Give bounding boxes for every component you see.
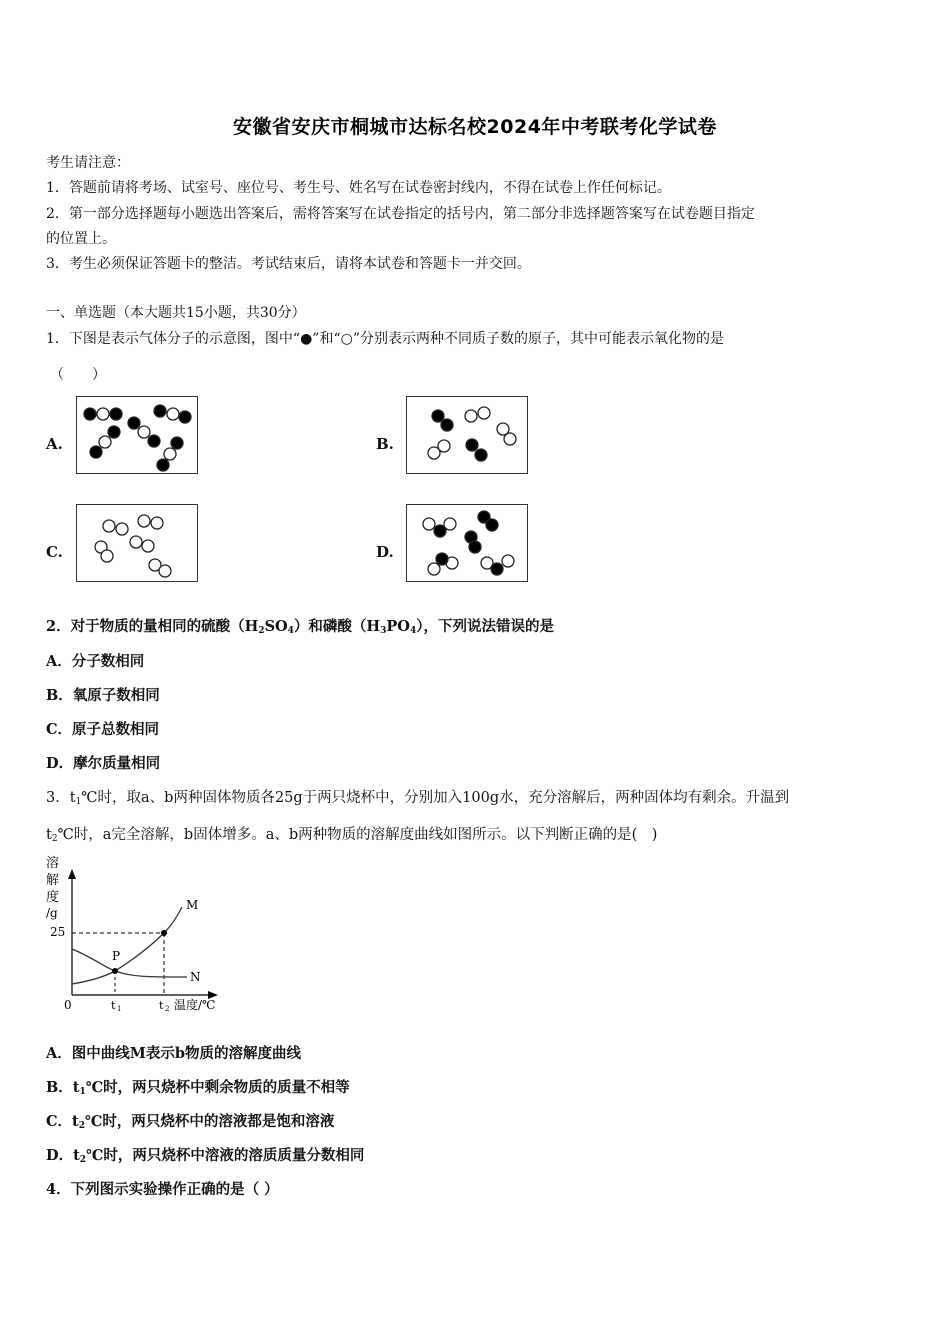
q3-option-c[interactable] (46, 1110, 334, 1131)
section-heading: 一、单选题（本大题共15小题，共30分） (46, 305, 306, 321)
question-number: 4． (46, 1181, 71, 1198)
x-tick-t2: t (159, 999, 164, 1012)
q3-sub: 2 (51, 834, 58, 844)
q2-option-a[interactable] (46, 650, 144, 671)
q3-text: ℃时，取a、b两种固体物质各25g于两只烧杯中，分别加入100g水，充分溶解后，两种固体均有剩余。升温到 (81, 790, 790, 806)
option-text: 摩尔质量相同 (73, 755, 161, 772)
y-label-4: /g (46, 906, 58, 920)
option-label: A． (46, 1045, 72, 1062)
q2-text-1: 对于物质的量相同的硫酸（H (70, 618, 259, 635)
question-number: 3． (46, 790, 70, 806)
question-text: 下图是表示气体分子的示意图，图中“●”和“○”分别表示两种不同质子数的原子，其中可能表示氧化物的是 (68, 331, 724, 347)
q2-option-d[interactable] (46, 752, 160, 773)
option-label: D． (46, 755, 74, 772)
q2-sub-4: 4 (409, 626, 417, 636)
question-4-stem (46, 1178, 279, 1199)
option-text: t (72, 1079, 80, 1096)
q1-option-c-diagram (76, 504, 198, 582)
question-3-line-1 (46, 786, 789, 807)
option-label: D． (46, 1147, 74, 1164)
y-label-2: 解 (46, 873, 60, 888)
question-3-line-2 (46, 823, 657, 844)
q1-option-a-label[interactable]: A. (46, 435, 63, 453)
option-text: 原子总数相同 (72, 721, 160, 738)
option-text: ℃时，两只烧杯中溶液的溶质质量分数相同 (86, 1147, 365, 1164)
q2-text-3: ）和磷酸（H (293, 618, 381, 635)
q3-option-d[interactable] (46, 1144, 364, 1165)
page-title: 安徽省安庆市桐城市达标名校2024年中考联考化学试卷 (233, 116, 717, 138)
q1-option-d-diagram (406, 504, 528, 582)
question-1-stem (46, 328, 724, 348)
option-label: C． (46, 721, 73, 738)
origin-label: 0 (64, 998, 72, 1012)
x-tick-t1-sub: 1 (117, 1005, 122, 1013)
q1-option-a-diagram (76, 396, 198, 474)
y-label-1: 溶 (46, 856, 60, 871)
notice-heading: 考生请注意： (46, 155, 130, 171)
q3-option-b[interactable] (46, 1076, 350, 1097)
question-number: 1． (46, 331, 69, 347)
question-text: 下列图示实验操作正确的是（ ） (70, 1181, 279, 1198)
curve-m-label: M (186, 898, 199, 912)
solubility-chart (42, 853, 232, 1013)
q1-option-d-label[interactable]: D. (376, 543, 394, 561)
solubility-curve-icon (42, 853, 232, 1013)
option-sub: 1 (79, 1087, 86, 1097)
q2-text-5: ），下列说法错误的是 (416, 618, 554, 635)
q2-option-b[interactable] (46, 684, 160, 705)
q2-sub-2: 4 (287, 626, 294, 636)
notice-item-2: 2．第一部分选择题每小题选出答案后，需将答案写在试卷指定的括号内，第二部分非选择题答案写在试卷题目指定 (46, 206, 755, 222)
q3-text: ℃时，a完全溶解，b固体增多。a、b两种物质的溶解度曲线如图所示。以下判断正确的是( ) (57, 827, 658, 843)
question-1-blank: （ ） (50, 367, 106, 383)
option-label: B． (46, 1079, 73, 1096)
option-text: ℃时，两只烧杯中的溶液都是饱和溶液 (85, 1113, 335, 1130)
q1-option-b-label[interactable]: B. (376, 435, 394, 453)
question-2-stem (46, 615, 554, 636)
option-text: 图中曲线M表示b物质的溶解度曲线 (71, 1045, 301, 1062)
option-sub: 2 (78, 1121, 86, 1131)
option-label: C． (46, 1113, 73, 1130)
molecule-diagram-b-icon (407, 397, 527, 473)
q3-text: t (69, 790, 76, 806)
q1-option-b-diagram (406, 396, 528, 474)
y-tick-25: 25 (50, 925, 66, 939)
point-p-label: P (112, 949, 121, 963)
curve-n-label: N (190, 970, 201, 984)
molecule-diagram-d-icon (407, 505, 527, 581)
q2-sub-3: 3 (380, 626, 387, 636)
molecule-diagram-c-icon (77, 505, 197, 581)
option-text: t (72, 1113, 79, 1130)
option-text: 氧原子数相同 (72, 687, 160, 704)
q3-text: t (46, 827, 52, 843)
notice-item-2-cont: 的位置上。 (46, 231, 116, 247)
option-label: A． (46, 653, 72, 670)
option-sub: 2 (79, 1155, 87, 1165)
q2-sub-1: 2 (258, 626, 265, 636)
x-tick-t2-sub: 2 (165, 1005, 170, 1013)
y-label-3: 度 (46, 890, 60, 905)
molecule-diagram-a-icon (77, 397, 197, 473)
option-label: B． (46, 687, 73, 704)
x-axis-label: 温度/℃ (174, 998, 216, 1012)
q2-text-4: PO (386, 618, 410, 635)
q2-text-2: SO (264, 618, 288, 635)
notice-item-3: 3．考生必须保证答题卡的整洁。考试结束后，请将本试卷和答题卡一并交回。 (46, 256, 531, 272)
question-number: 2． (46, 618, 71, 635)
x-tick-t1: t (111, 999, 116, 1012)
q2-option-c[interactable] (46, 718, 159, 739)
q1-option-c-label[interactable]: C. (46, 543, 63, 561)
option-text: 分子数相同 (71, 653, 145, 670)
option-text: ℃时，两只烧杯中剩余物质的质量不相等 (85, 1079, 350, 1096)
notice-item-1: 1．答题前请将考场、试室号、座位号、考生号、姓名写在试卷密封线内，不得在试卷上作任何标记。 (46, 180, 671, 196)
q3-option-a[interactable] (46, 1042, 301, 1063)
option-text: t (73, 1147, 80, 1164)
q3-sub: 1 (75, 797, 82, 807)
